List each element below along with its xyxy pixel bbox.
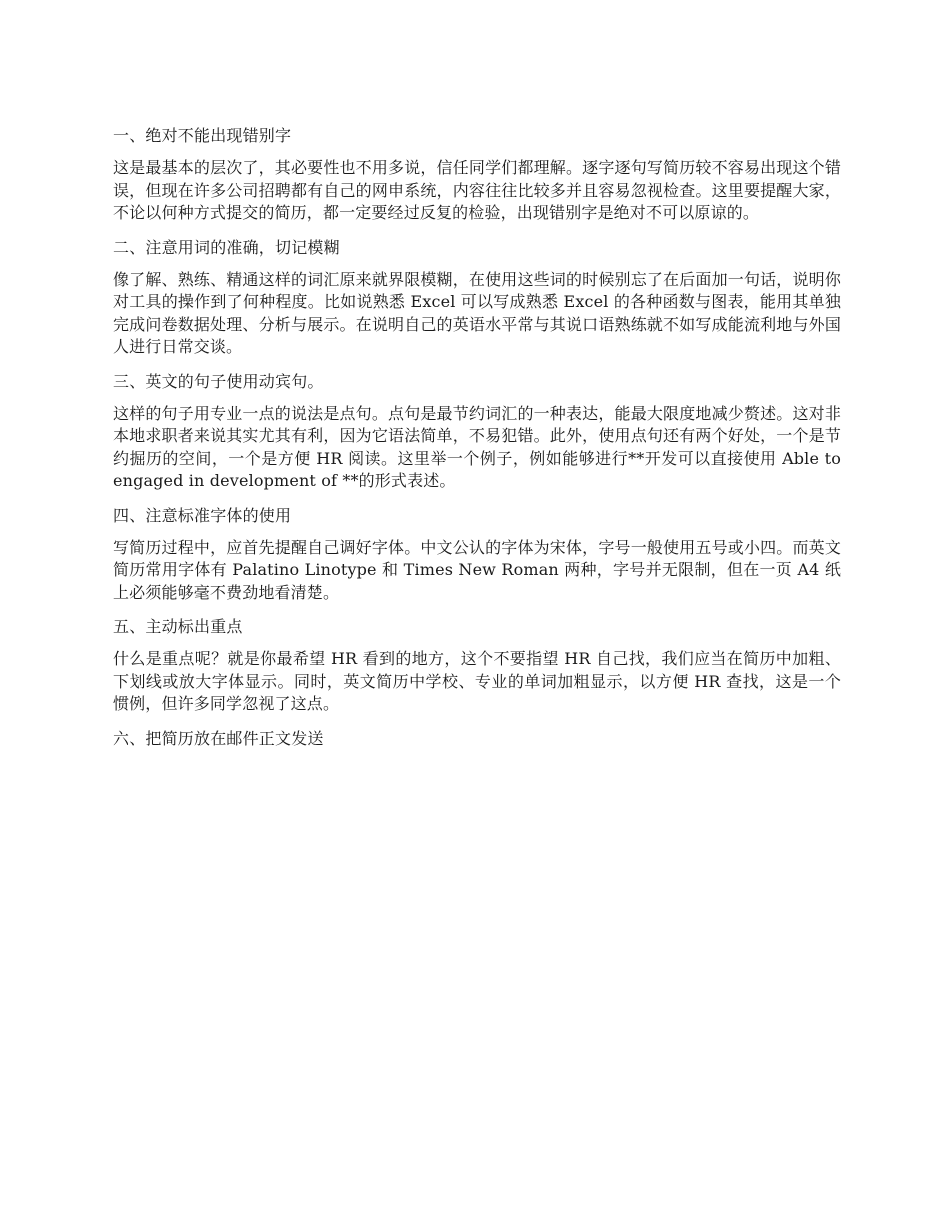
document-page xyxy=(113,124,841,760)
section-heading-6: 六、把简历放在邮件正文发送 xyxy=(113,728,324,748)
section-body-3: 这样的句子用专业一点的说法是点句。点句是最节约词汇的一种表达，能最大限度地减少赘述。这对非本地求职者来说其实尤其有利，因为它语法简单，不易犯错。此外，使用点句还有两个好处，一个是节约掘历的空间，一个是方便 HR 阅读。这里举一个例子，例如能够进行**开发可以直接使用 Able to engaged in development of **的形式表述。 xyxy=(113,403,841,490)
section-heading-5: 五、主动标出重点 xyxy=(113,617,243,636)
section-body-1: 这是最基本的层次了，其必要性也不用多说，信任同学们都理解。逐字逐句写简历较不容易出现这个错误，但现在许多公司招聘都有自己的网申系统，内容往往比较多并且容易忽视检查。这里要提醒大家，不论以何种方式提交的简历，都一定要经过反复的检验，出现错别字是绝对不可以原谅的。 xyxy=(113,158,841,222)
section-heading-2: 二、注意用词的准确，切记模糊 xyxy=(113,237,340,257)
section-body-5: 什么是重点呢？就是你最希望 HR 看到的地方，这个不要指望 HR 自己找，我们应当在简历中加粗、下划线或放大字体显示。同时，英文简历中学校、专业的单词加粗显示，以方便 HR 查找，这是一个惯例，但许多同学忽视了这点。 xyxy=(113,649,841,713)
section-body-2: 像了解、熟练、精通这样的词汇原来就界限模糊，在使用这些词的时候别忘了在后面加一句话，说明你对工具的操作到了何种程度。比如说熟悉 Excel 可以写成熟悉 Excel 的各种函数与图表，能用其单独完成问卷数据处理、分析与展示。在说明自己的英语水平常与其说口语熟练就不如写成能流利地与外国人进行日常交谈。 xyxy=(113,269,841,356)
section-heading-4: 四、注意标准字体的使用 xyxy=(113,505,292,525)
section-heading-1: 一、绝对不能出现错别字 xyxy=(113,126,292,145)
section-body-4: 写简历过程中，应首先提醒自己调好字体。中文公认的字体为宋体，字号一般使用五号或小四。而英文简历常用字体有 Palatino Linotype 和 Times New Roman 两种，字号并无限制，但在一页 A4 纸上必须能够毫不费劲地看清楚。 xyxy=(113,537,841,602)
section-heading-3: 三、英文的句子使用动宾句。 xyxy=(113,371,324,391)
